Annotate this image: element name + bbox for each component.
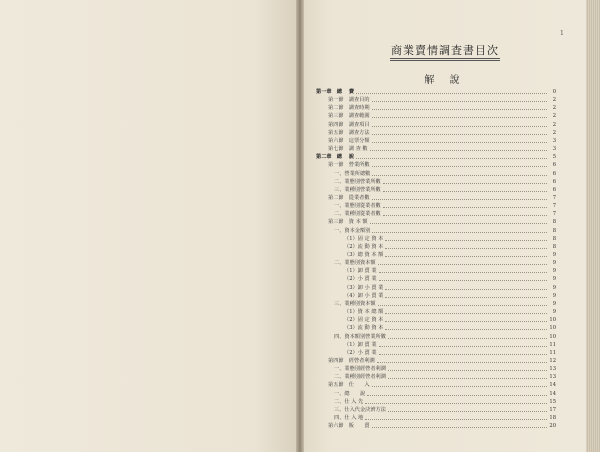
toc-subsection (316, 201, 556, 209)
toc-page-number: 12 (549, 357, 556, 364)
toc-label: 第一節 調查目的 (328, 97, 370, 104)
toc-label: 四、仕 入 地 (334, 415, 364, 421)
toc-subsection (316, 291, 556, 299)
toc-label: （3）總 資 本 額 (344, 252, 384, 258)
toc-page-number: 14 (549, 382, 556, 389)
toc-label: 三、業種別營業所數 (334, 186, 381, 193)
toc-label: 二、業種別從業者數 (334, 211, 381, 218)
toc-label: 第三節 調查範圍 (328, 113, 370, 120)
toc-dot-leader (388, 369, 547, 371)
toc-subsection (316, 258, 556, 266)
toc-dot-leader (372, 141, 547, 143)
toc-label: 一、營業所總數 (334, 170, 371, 177)
toc-label: （3）卸 小 賣 業 (344, 284, 384, 291)
toc-dot-leader (372, 165, 547, 167)
toc-section (316, 193, 556, 201)
toc-page-number: 2 (552, 121, 556, 128)
toc-page-number: 10 (549, 333, 556, 340)
toc-page-number: 6 (552, 162, 556, 169)
toc-label: 二、業種別經營者利潤 (334, 374, 386, 381)
toc-label: （3）流 動 資 本 (344, 325, 384, 332)
toc-subsection (316, 209, 556, 217)
toc-label: 第二節 調查時期 (328, 105, 370, 112)
title-rule-top (390, 58, 500, 59)
toc-section (316, 103, 556, 111)
toc-page-number: 3 (552, 137, 556, 144)
toc-page-number: 9 (552, 300, 556, 307)
toc-page-number: 8 (552, 243, 556, 250)
toc-label: （1）卸 賣 業 (344, 341, 377, 348)
toc-section (316, 160, 556, 168)
toc-dot-leader (356, 157, 547, 159)
toc-page-number: 8 (552, 219, 556, 226)
toc-label: 一、資本金額別 (334, 227, 371, 234)
toc-section (316, 421, 556, 429)
toc-page-number: 0 (552, 89, 556, 95)
toc-subsection (316, 315, 556, 323)
toc-dot-leader (372, 116, 547, 118)
toc-label: 二、仕 入 先 (334, 398, 364, 405)
toc-section (316, 144, 556, 152)
toc-label: 三、仕入代金決濟方法 (334, 406, 386, 413)
toc-page-number: 2 (552, 113, 556, 120)
toc-dot-leader (372, 100, 547, 102)
toc-label: 第四節 經營者利潤 (328, 357, 375, 364)
toc-dot-leader (383, 206, 547, 208)
toc-label: 一、業態別經營者利潤 (334, 366, 386, 373)
toc-dot-leader (385, 239, 547, 241)
toc-subsection (316, 169, 556, 177)
page-stack-edge (586, 0, 600, 452)
toc-subsection (316, 185, 556, 193)
toc-dot-leader (372, 133, 547, 135)
toc-dot-leader (385, 320, 547, 322)
toc-label: 二、業態別資本額 (334, 260, 376, 267)
toc-dot-leader (388, 337, 547, 339)
toc-dot-leader (365, 402, 547, 404)
toc-page-number: 13 (549, 374, 556, 381)
toc-section (316, 356, 556, 364)
toc-subsection (316, 250, 556, 258)
toc-page-number: 9 (552, 284, 556, 291)
toc-dot-leader (385, 296, 547, 298)
toc-page-number: 7 (552, 203, 556, 210)
toc-page-number: 8 (552, 235, 556, 242)
title-rule-bottom (390, 60, 500, 61)
toc-page-number: 10 (549, 325, 556, 332)
toc-label: （4）卸 小 賣 業 (344, 292, 384, 299)
toc-page-number: 9 (552, 292, 556, 299)
toc-subsection (316, 413, 556, 421)
toc-page-number: 7 (552, 211, 556, 218)
left-page-blank (0, 0, 298, 452)
toc-dot-leader (385, 255, 547, 257)
toc-subsection (316, 405, 556, 413)
toc-page-number: 9 (552, 268, 556, 275)
toc-dot-leader (377, 361, 547, 363)
toc-subsection (316, 283, 556, 291)
toc-dot-leader (379, 279, 547, 281)
toc-page-number: 6 (552, 170, 556, 177)
toc-section (316, 111, 556, 119)
toc-section (316, 120, 556, 128)
toc-dot-leader (385, 288, 547, 290)
toc-label: （2）小 賣 業 (344, 276, 377, 283)
toc-page-number: 6 (552, 186, 556, 193)
toc-dot-leader (372, 426, 547, 428)
toc-chapter (316, 152, 556, 160)
toc-dot-leader (372, 174, 547, 176)
toc-subsection (316, 234, 556, 242)
toc-page-number: 18 (549, 415, 556, 421)
toc-label: 第六節 販 賣 (328, 423, 370, 430)
toc-label: （2）流 動 資 本 (344, 243, 384, 250)
toc-page-number: 11 (549, 341, 556, 348)
toc-dot-leader (383, 182, 547, 184)
book-title: 商業賣情調査書目次 (391, 44, 499, 57)
toc-page-number: 9 (552, 252, 556, 258)
toc-subsection (316, 299, 556, 307)
toc-dot-leader (379, 353, 547, 355)
toc-subsection (316, 242, 556, 250)
toc-page-number: 9 (552, 276, 556, 283)
toc-section (316, 128, 556, 136)
section-heading: 解 說 (424, 75, 466, 86)
toc-dot-leader (370, 149, 547, 151)
toc-dot-leader (367, 394, 547, 396)
toc-subsection (316, 332, 556, 340)
toc-dot-leader (388, 377, 547, 379)
toc-page-number: 5 (552, 154, 556, 161)
toc-label: 二、業態別營業所數 (334, 178, 381, 185)
toc-section (316, 380, 556, 388)
toc-subsection (316, 364, 556, 372)
toc-page-number: 2 (552, 105, 556, 112)
page-number: 1 (560, 30, 564, 37)
toc-label: 第三節 資 本 額 (328, 219, 368, 226)
toc-dot-leader (372, 231, 547, 233)
toc-subsection (316, 226, 556, 234)
toc-label: 第四節 調查項目 (328, 121, 370, 128)
toc-chapter (316, 87, 556, 95)
toc-page-number: 20 (549, 423, 556, 430)
toc-subsection (316, 348, 556, 356)
toc-page-number: 15 (549, 398, 556, 405)
toc-dot-leader (370, 222, 547, 224)
toc-page-number: 9 (552, 260, 556, 267)
toc-label: （1）資 本 總 額 (344, 309, 384, 316)
toc-label: 第一章 總 費 (316, 89, 355, 95)
toc-section (316, 136, 556, 144)
toc-page-number: 11 (549, 349, 556, 356)
toc-label: 第六節 這票分類 (328, 137, 370, 144)
toc-page-number: 8 (552, 227, 556, 234)
toc-page-number: 2 (552, 97, 556, 104)
toc-subsection (316, 340, 556, 348)
toc-dot-leader (378, 304, 547, 306)
toc-label: 第五節 仕 入 (328, 382, 370, 389)
toc-label: 第二節 從業者數 (328, 194, 370, 201)
toc-subsection (316, 307, 556, 315)
toc-label: （2）固 定 資 本 (344, 317, 384, 324)
toc-section (316, 95, 556, 103)
toc-dot-leader (356, 92, 547, 94)
toc-label: （1）卸 賣 業 (344, 268, 377, 275)
toc-page-number: 17 (549, 406, 556, 413)
toc-section (316, 217, 556, 225)
toc-page-number: 7 (552, 194, 556, 201)
toc-label: （1）固 定 資 本 (344, 235, 384, 242)
toc-page-number: 3 (552, 146, 556, 153)
toc-subsection (316, 389, 556, 397)
toc-dot-leader (383, 190, 547, 192)
toc-page-number: 13 (549, 366, 556, 373)
toc-label: 三、業種別資本額 (334, 300, 376, 307)
toc-page-number: 6 (552, 178, 556, 185)
toc-page-number: 10 (549, 317, 556, 324)
toc-dot-leader (372, 385, 547, 387)
toc-dot-leader (383, 214, 547, 216)
toc-label: 一、總 說 (334, 390, 366, 397)
toc-page-number: 2 (552, 129, 556, 136)
toc-subsection (316, 323, 556, 331)
toc-dot-leader (379, 345, 547, 347)
toc-page-number: 14 (549, 390, 556, 397)
book-gutter (296, 0, 304, 452)
toc-page-number: 9 (552, 309, 556, 316)
toc-dot-leader (372, 125, 547, 127)
toc-label: （2）小 賣 業 (344, 349, 377, 356)
toc-dot-leader (372, 108, 547, 110)
toc-dot-leader (385, 247, 547, 249)
toc-dot-leader (385, 328, 547, 330)
toc-dot-leader (379, 271, 547, 273)
toc-label: 第一節 營業所數 (328, 162, 370, 169)
toc-dot-leader (365, 418, 547, 420)
toc-label: 四、資本額別營業所數 (334, 333, 386, 340)
toc-subsection (316, 372, 556, 380)
toc-label: 第七節 調 查 數 (328, 146, 368, 153)
toc-dot-leader (385, 312, 547, 314)
toc-dot-leader (372, 198, 547, 200)
toc-subsection (316, 266, 556, 274)
toc-label: 第五節 調查方法 (328, 129, 370, 136)
toc-dot-leader (378, 263, 547, 265)
toc-subsection (316, 397, 556, 405)
toc-subsection (316, 177, 556, 185)
toc-subsection (316, 274, 556, 282)
toc-label: 第二章 總 說 (316, 154, 355, 161)
toc-label: 一、業態別從業者數 (334, 203, 381, 210)
toc-dot-leader (388, 410, 547, 412)
